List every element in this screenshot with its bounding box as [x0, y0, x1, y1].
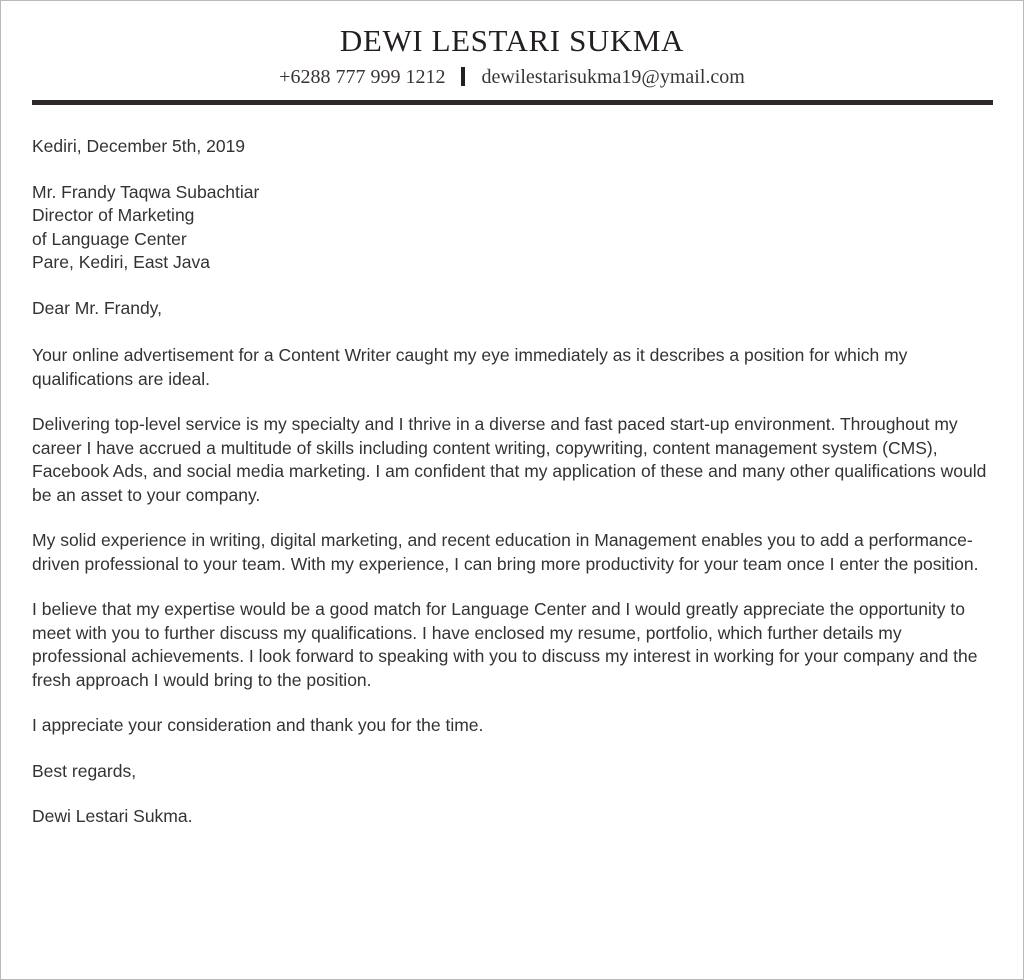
vertical-bar-icon [461, 67, 465, 86]
paragraph-line: for your team once I enter the position. [678, 553, 979, 574]
recipient-line: Mr. Frandy Taqwa Subachtiar [32, 181, 260, 202]
body-paragraph [32, 413, 992, 507]
contact-line [1, 64, 1023, 90]
paragraph-line: add a performance-driven professional to your team. With my experience, I can bring more productivity [32, 530, 973, 574]
paragraph-line: my application of these and many other qualifications would be an asset to your company. [32, 461, 987, 505]
sender-phone: +6288 777 999 1212 [279, 66, 446, 88]
sender-name: DEWI LESTARI SUKMA [339, 23, 685, 58]
letter-body [1, 135, 1023, 829]
dateline-text: Kediri, December 5th, 2019 [32, 136, 246, 156]
closing [32, 760, 992, 784]
recipient-line: of Language Center [32, 228, 187, 249]
signature-text: Dewi Lestari Sukma. [32, 806, 193, 826]
dateline [32, 135, 992, 159]
paragraph-line: Delivering top-level service is my specialty and I thrive in a diverse and fast paced start-up environment. [32, 414, 836, 434]
paragraph-line: My solid experience in writing, digital marketing, and recent education in Management enables you to [32, 530, 816, 550]
recipient-address [32, 181, 992, 275]
paragraph-line: content management system (CMS), Facebook Ads, and social media marketing. I am confident that [32, 437, 938, 481]
paragraph-line: for which my qualifications are ideal. [32, 345, 908, 389]
paragraph-line: portfolio, which further details my professional achievements. I look forward to speaking with you [32, 622, 902, 666]
paragraph-line: Your online advertisement for a Content Writer caught my eye immediately as it describes a position [32, 345, 805, 365]
body-paragraph [32, 598, 992, 692]
recipient-line: Pare, Kediri, East Java [32, 252, 210, 272]
recipient-line: Director of Marketing [32, 205, 195, 225]
paragraph-line: I appreciate your consideration and thank you for the time. [32, 715, 484, 735]
body-paragraph [32, 529, 992, 576]
sender-email: dewilestarisukma19@ymail.com [481, 66, 745, 88]
letterhead [1, 1, 1023, 90]
salutation-text: Dear Mr. Frandy, [32, 297, 162, 318]
body-paragraph [32, 344, 992, 391]
salutation [32, 297, 992, 321]
body-paragraph [32, 714, 992, 738]
paragraph-line: I believe that my expertise would be a good match for Language Center and I would greatly appreciate [32, 599, 825, 619]
signature [32, 805, 992, 829]
closing-text: Best regards, [32, 760, 137, 781]
paragraph-line: the opportunity to meet with you to further discuss my qualifications. I have enclosed my resume, [32, 599, 965, 643]
paragraph-line: to discuss my interest in working for your company and the fresh approach I would bring to the position. [32, 646, 978, 690]
paragraph-line: Throughout my career I have accrued a multitude of skills including content writing, copywriting, [32, 414, 958, 458]
header-divider-rule [32, 100, 993, 105]
